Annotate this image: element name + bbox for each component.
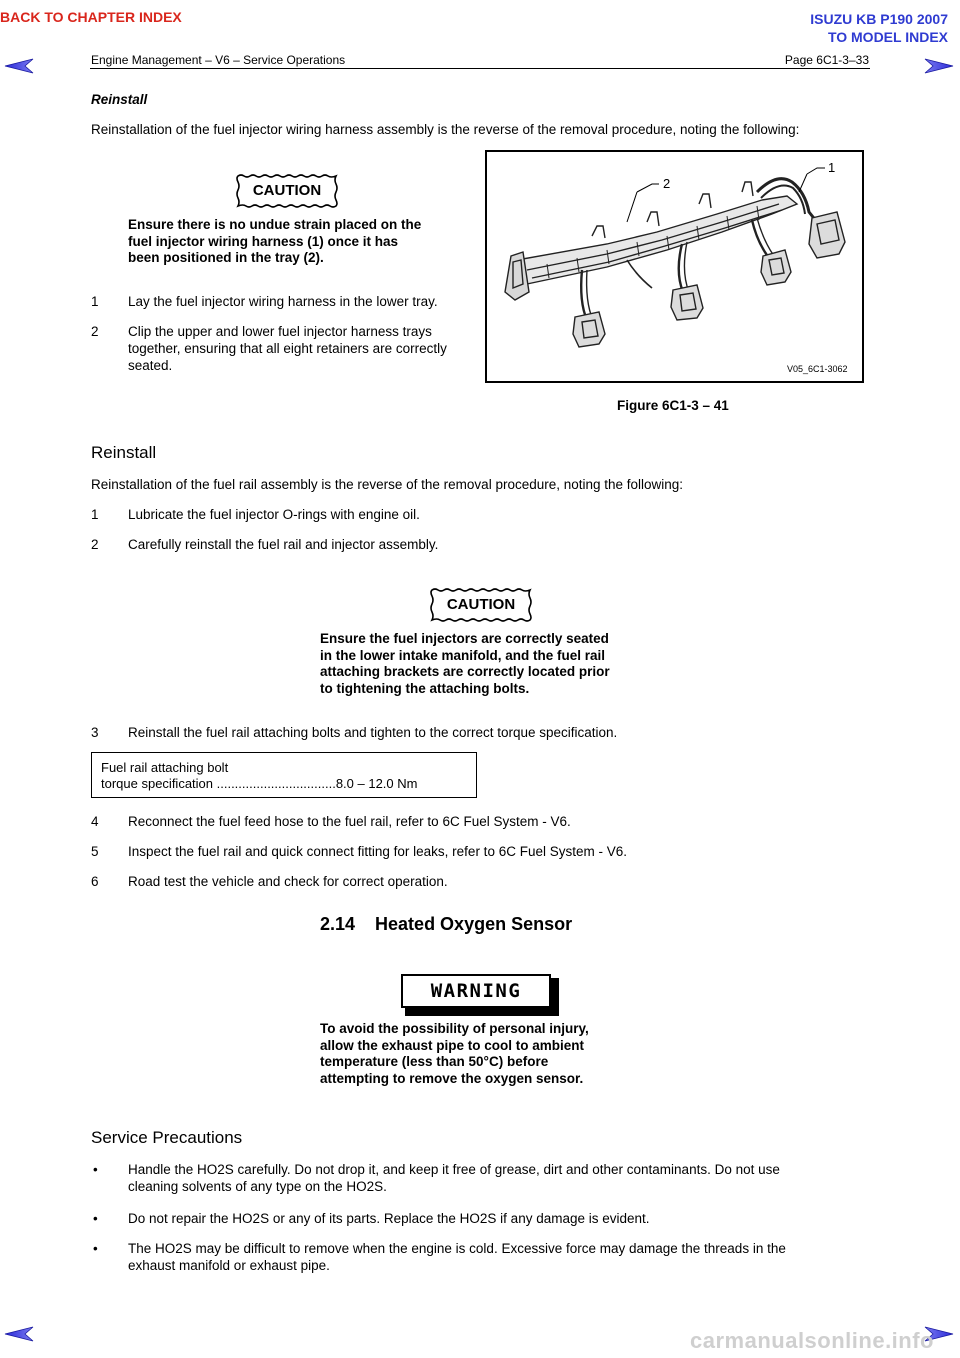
previous-page-arrow-icon[interactable] xyxy=(4,1326,34,1342)
figure-caption: Figure 6C1-3 – 41 xyxy=(617,398,729,413)
step-item xyxy=(91,843,851,860)
bullet-line: exhaust manifold or exhaust pipe. xyxy=(128,1258,330,1273)
warning-text xyxy=(320,1021,640,1087)
bullet-line: The HO2S may be difficult to remove when the engine is cold. Excessive force may damage the threads in the xyxy=(128,1241,786,1256)
step-number: 5 xyxy=(91,844,99,859)
watermark: carmanualsonline.info xyxy=(690,1328,934,1353)
step-text: Inspect the fuel rail and quick connect fitting for leaks, refer to 6C Fuel System - V6. xyxy=(128,844,627,859)
section-heading-oxygen-sensor: 2.14 Heated Oxygen Sensor xyxy=(320,914,573,934)
header-left: Engine Management – V6 – Service Operations xyxy=(91,53,346,67)
step-number: 6 xyxy=(91,874,99,889)
to-model-index-link[interactable]: TO MODEL INDEX xyxy=(827,29,948,45)
step-item xyxy=(91,536,791,553)
step-number: 2 xyxy=(91,324,99,339)
bullet-line: cleaning solvents of any type on the HO2S. xyxy=(128,1179,387,1194)
warning-label: WARNING xyxy=(430,980,522,1002)
previous-page-arrow-icon[interactable] xyxy=(4,58,34,74)
warning-badge xyxy=(401,974,559,1016)
warning-line: attempting to remove the oxygen sensor. xyxy=(320,1070,584,1086)
step-item xyxy=(91,724,851,741)
caution-line: attaching brackets are correctly located prior xyxy=(320,664,610,679)
step-text: Reconnect the fuel feed hose to the fuel rail, refer to 6C Fuel System - V6. xyxy=(128,814,571,829)
bullet-item xyxy=(91,1240,851,1274)
step-text: Lubricate the fuel injector O-rings with engine oil. xyxy=(128,507,420,522)
warning-line: allow the exhaust pipe to cool to ambient xyxy=(320,1037,585,1053)
warning-line: To avoid the possibility of personal injury, xyxy=(320,1021,589,1036)
caution-line: Ensure the fuel injectors are correctly seated xyxy=(320,631,609,646)
torque-label: Fuel rail attaching bolt xyxy=(101,760,229,775)
callout-2: 2 xyxy=(663,176,671,191)
caution-line: been positioned in the tray (2). xyxy=(128,250,324,265)
caution-label: CAUTION xyxy=(446,596,516,613)
caution-badge xyxy=(236,173,338,209)
caution-badge xyxy=(430,587,532,623)
reinstall-subheading: Reinstall xyxy=(91,92,148,107)
bullet-item xyxy=(91,1161,851,1195)
figure-harness-tray xyxy=(485,150,864,383)
service-precautions-heading: Service Precautions xyxy=(91,1128,243,1147)
step-number: 3 xyxy=(91,725,99,740)
bullet-dot-icon: • xyxy=(93,1241,98,1256)
bullet-text xyxy=(128,1240,848,1274)
step-text: Lay the fuel injector wiring harness in the lower tray. xyxy=(128,294,438,309)
bullet-dot-icon: • xyxy=(93,1211,98,1226)
caution-text-fuel-rail xyxy=(320,631,640,697)
wiring-harness-illustration xyxy=(487,152,862,381)
step-text xyxy=(128,323,447,374)
step-item xyxy=(91,293,481,310)
bullet-line: Handle the HO2S carefully. Do not drop it, and keep it free of grease, dirt and other contaminants. Do not use xyxy=(128,1162,780,1177)
bullet-item xyxy=(91,1210,851,1227)
header-right: Page 6C1-3–33 xyxy=(784,53,869,67)
step-number: 4 xyxy=(91,814,99,829)
step-text: Carefully reinstall the fuel rail and injector assembly. xyxy=(128,537,439,552)
reinstall-intro: Reinstallation of the fuel injector wiring harness assembly is the reverse of the removal procedure, noting the following: xyxy=(91,122,800,137)
header-rule xyxy=(90,68,870,69)
caution-line: Ensure there is no undue strain placed on the xyxy=(128,217,422,232)
torque-value: torque specification .................................8.0 – 12.0 Nm xyxy=(101,776,418,791)
caution-line: fuel injector wiring harness (1) once it has xyxy=(128,233,399,249)
callout-1: 1 xyxy=(828,160,836,175)
step-text: Reinstall the fuel rail attaching bolts and tighten to the correct torque specification. xyxy=(128,725,618,740)
step-number: 1 xyxy=(91,294,99,309)
reinstall-fuel-rail-intro: Reinstallation of the fuel rail assembly is the reverse of the removal procedure, noting the following: xyxy=(91,477,684,492)
caution-label: CAUTION xyxy=(252,182,322,199)
step-text: Road test the vehicle and check for correct operation. xyxy=(128,874,448,889)
step-line: seated. xyxy=(128,358,173,373)
figure-code: V05_6C1-3062 xyxy=(787,364,848,374)
torque-specification-box xyxy=(91,752,477,798)
reinstall-heading: Reinstall xyxy=(91,443,157,462)
step-item xyxy=(91,873,851,890)
model-title: ISUZU KB P190 2007 xyxy=(810,11,948,27)
caution-line: in the lower intake manifold, and the fuel rail xyxy=(320,647,606,663)
next-page-arrow-icon[interactable] xyxy=(924,58,954,74)
step-item xyxy=(91,813,851,830)
warning-line: temperature (less than 50°C) before xyxy=(320,1054,549,1069)
caution-line: to tightening the attaching bolts. xyxy=(320,680,530,696)
caution-text-harness xyxy=(128,217,444,267)
step-line: Clip the upper and lower fuel injector harness trays xyxy=(128,324,432,339)
step-line: together, ensuring that all eight retainers are correctly xyxy=(128,341,447,356)
step-item xyxy=(91,506,791,523)
bullet-text xyxy=(128,1210,848,1227)
step-item xyxy=(91,323,481,374)
back-to-chapter-index-link[interactable]: BACK TO CHAPTER INDEX xyxy=(0,9,182,25)
bullet-dot-icon: • xyxy=(93,1162,98,1177)
step-number: 1 xyxy=(91,507,99,522)
step-number: 2 xyxy=(91,537,99,552)
bullet-text xyxy=(128,1161,848,1195)
bullet-line: Do not repair the HO2S or any of its parts. Replace the HO2S if any damage is evident. xyxy=(128,1211,650,1226)
